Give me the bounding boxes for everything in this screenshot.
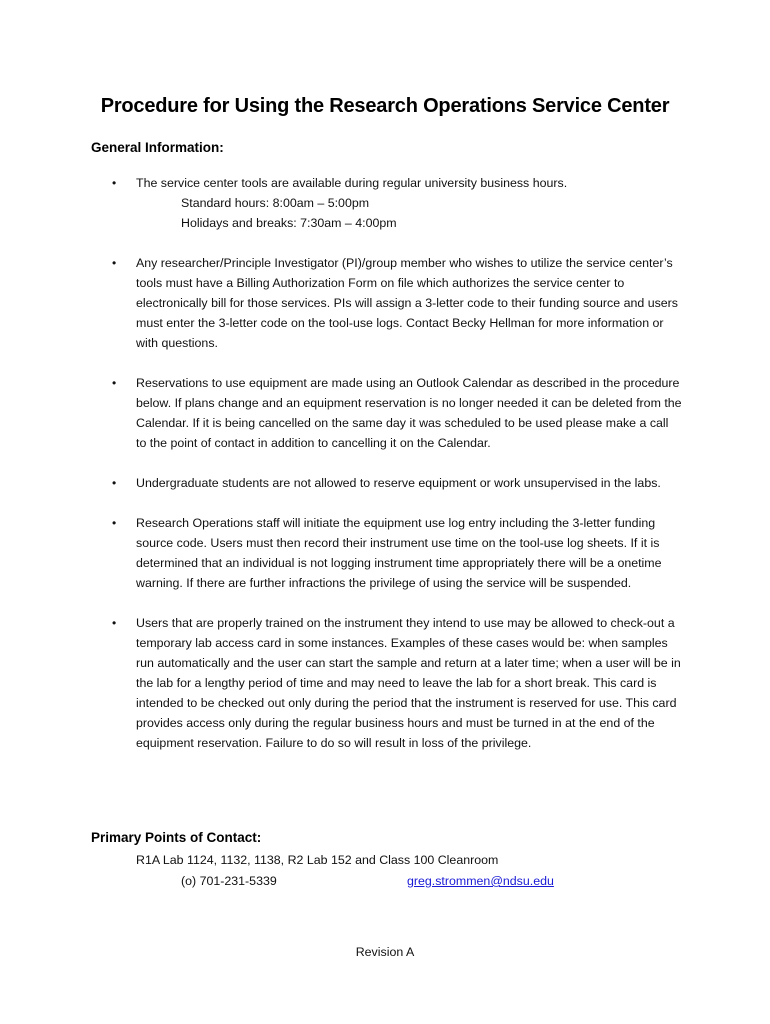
contact-phone: (o) 701-231-5339	[181, 874, 277, 888]
standard-hours: Standard hours: 8:00am – 5:00pm	[181, 196, 370, 210]
list-item	[112, 173, 682, 233]
bullet-icon: •	[112, 176, 117, 190]
holiday-hours: Holidays and breaks: 7:30am – 4:00pm	[181, 216, 397, 230]
primary-contact-heading: Primary Points of Contact:	[91, 830, 262, 845]
bullet-text: Users that are properly trained on the instrument they intend to use may be allowed to check-out a temporary lab access card in some instances. Examples of these cases would be: when samples run automatically and the user can start the sample and return at a later time; when a user will be in the lab for a lengthy period of time and may need to leave the lab for a short break. This card is intended to be checked out only during the period that the instrument is reserved for use. This card provides access only during the regular business hours and must be turned in at the end of the equipment reservation. Failure to do so will result in loss of the privilege.	[136, 616, 681, 750]
list-item	[112, 253, 682, 353]
bullet-text: Undergraduate students are not allowed to reserve equipment or work unsupervised in the labs.	[136, 476, 661, 490]
bullet-icon: •	[112, 516, 117, 530]
contact-location: R1A Lab 1124, 1132, 1138, R2 Lab 152 and Class 100 Cleanroom	[136, 853, 499, 867]
bullet-icon: •	[112, 256, 117, 270]
list-item	[112, 613, 682, 753]
general-information-list	[112, 173, 682, 773]
bullet-text: Any researcher/Principle Investigator (PI)/group member who wishes to utilize the service center’s tools must have a Billing Authorization Form on file which authorizes the service center to electronically bill for those services. PIs will assign a 3-letter code to their funding source and users must enter the 3-letter code on the tool-use logs. Contact Becky Hellman for more information or with questions.	[136, 256, 679, 350]
bullet-icon: •	[112, 616, 117, 630]
list-item	[112, 513, 682, 593]
bullet-icon: •	[112, 376, 117, 390]
bullet-text: The service center tools are available during regular university business hours.	[136, 176, 568, 190]
bullet-icon: •	[112, 476, 117, 490]
contact-email-link[interactable]: greg.strommen@ndsu.edu	[407, 874, 554, 888]
list-item	[112, 473, 682, 493]
general-information-heading: General Information:	[91, 140, 224, 155]
document-title: Procedure for Using the Research Operations Service Center	[100, 95, 670, 117]
bullet-text: Research Operations staff will initiate the equipment use log entry including the 3-letter funding source code. Users must then record their instrument use time on the tool-use log sheets. If it is determined that an individual is not logging instrument time appropriately there will be a onetime warning. If there are further infractions the privilege of using the service will be suspended.	[136, 516, 662, 590]
list-item	[112, 373, 682, 453]
bullet-text: Reservations to use equipment are made using an Outlook Calendar as described in the procedure below. If plans change and an equipment reservation is no longer needed it can be deleted from the Calendar. If it is being cancelled on the same day it was scheduled to be used please make a call to the point of contact in addition to cancelling it on the Calendar.	[136, 376, 682, 450]
revision-footer: Revision A	[355, 945, 415, 959]
